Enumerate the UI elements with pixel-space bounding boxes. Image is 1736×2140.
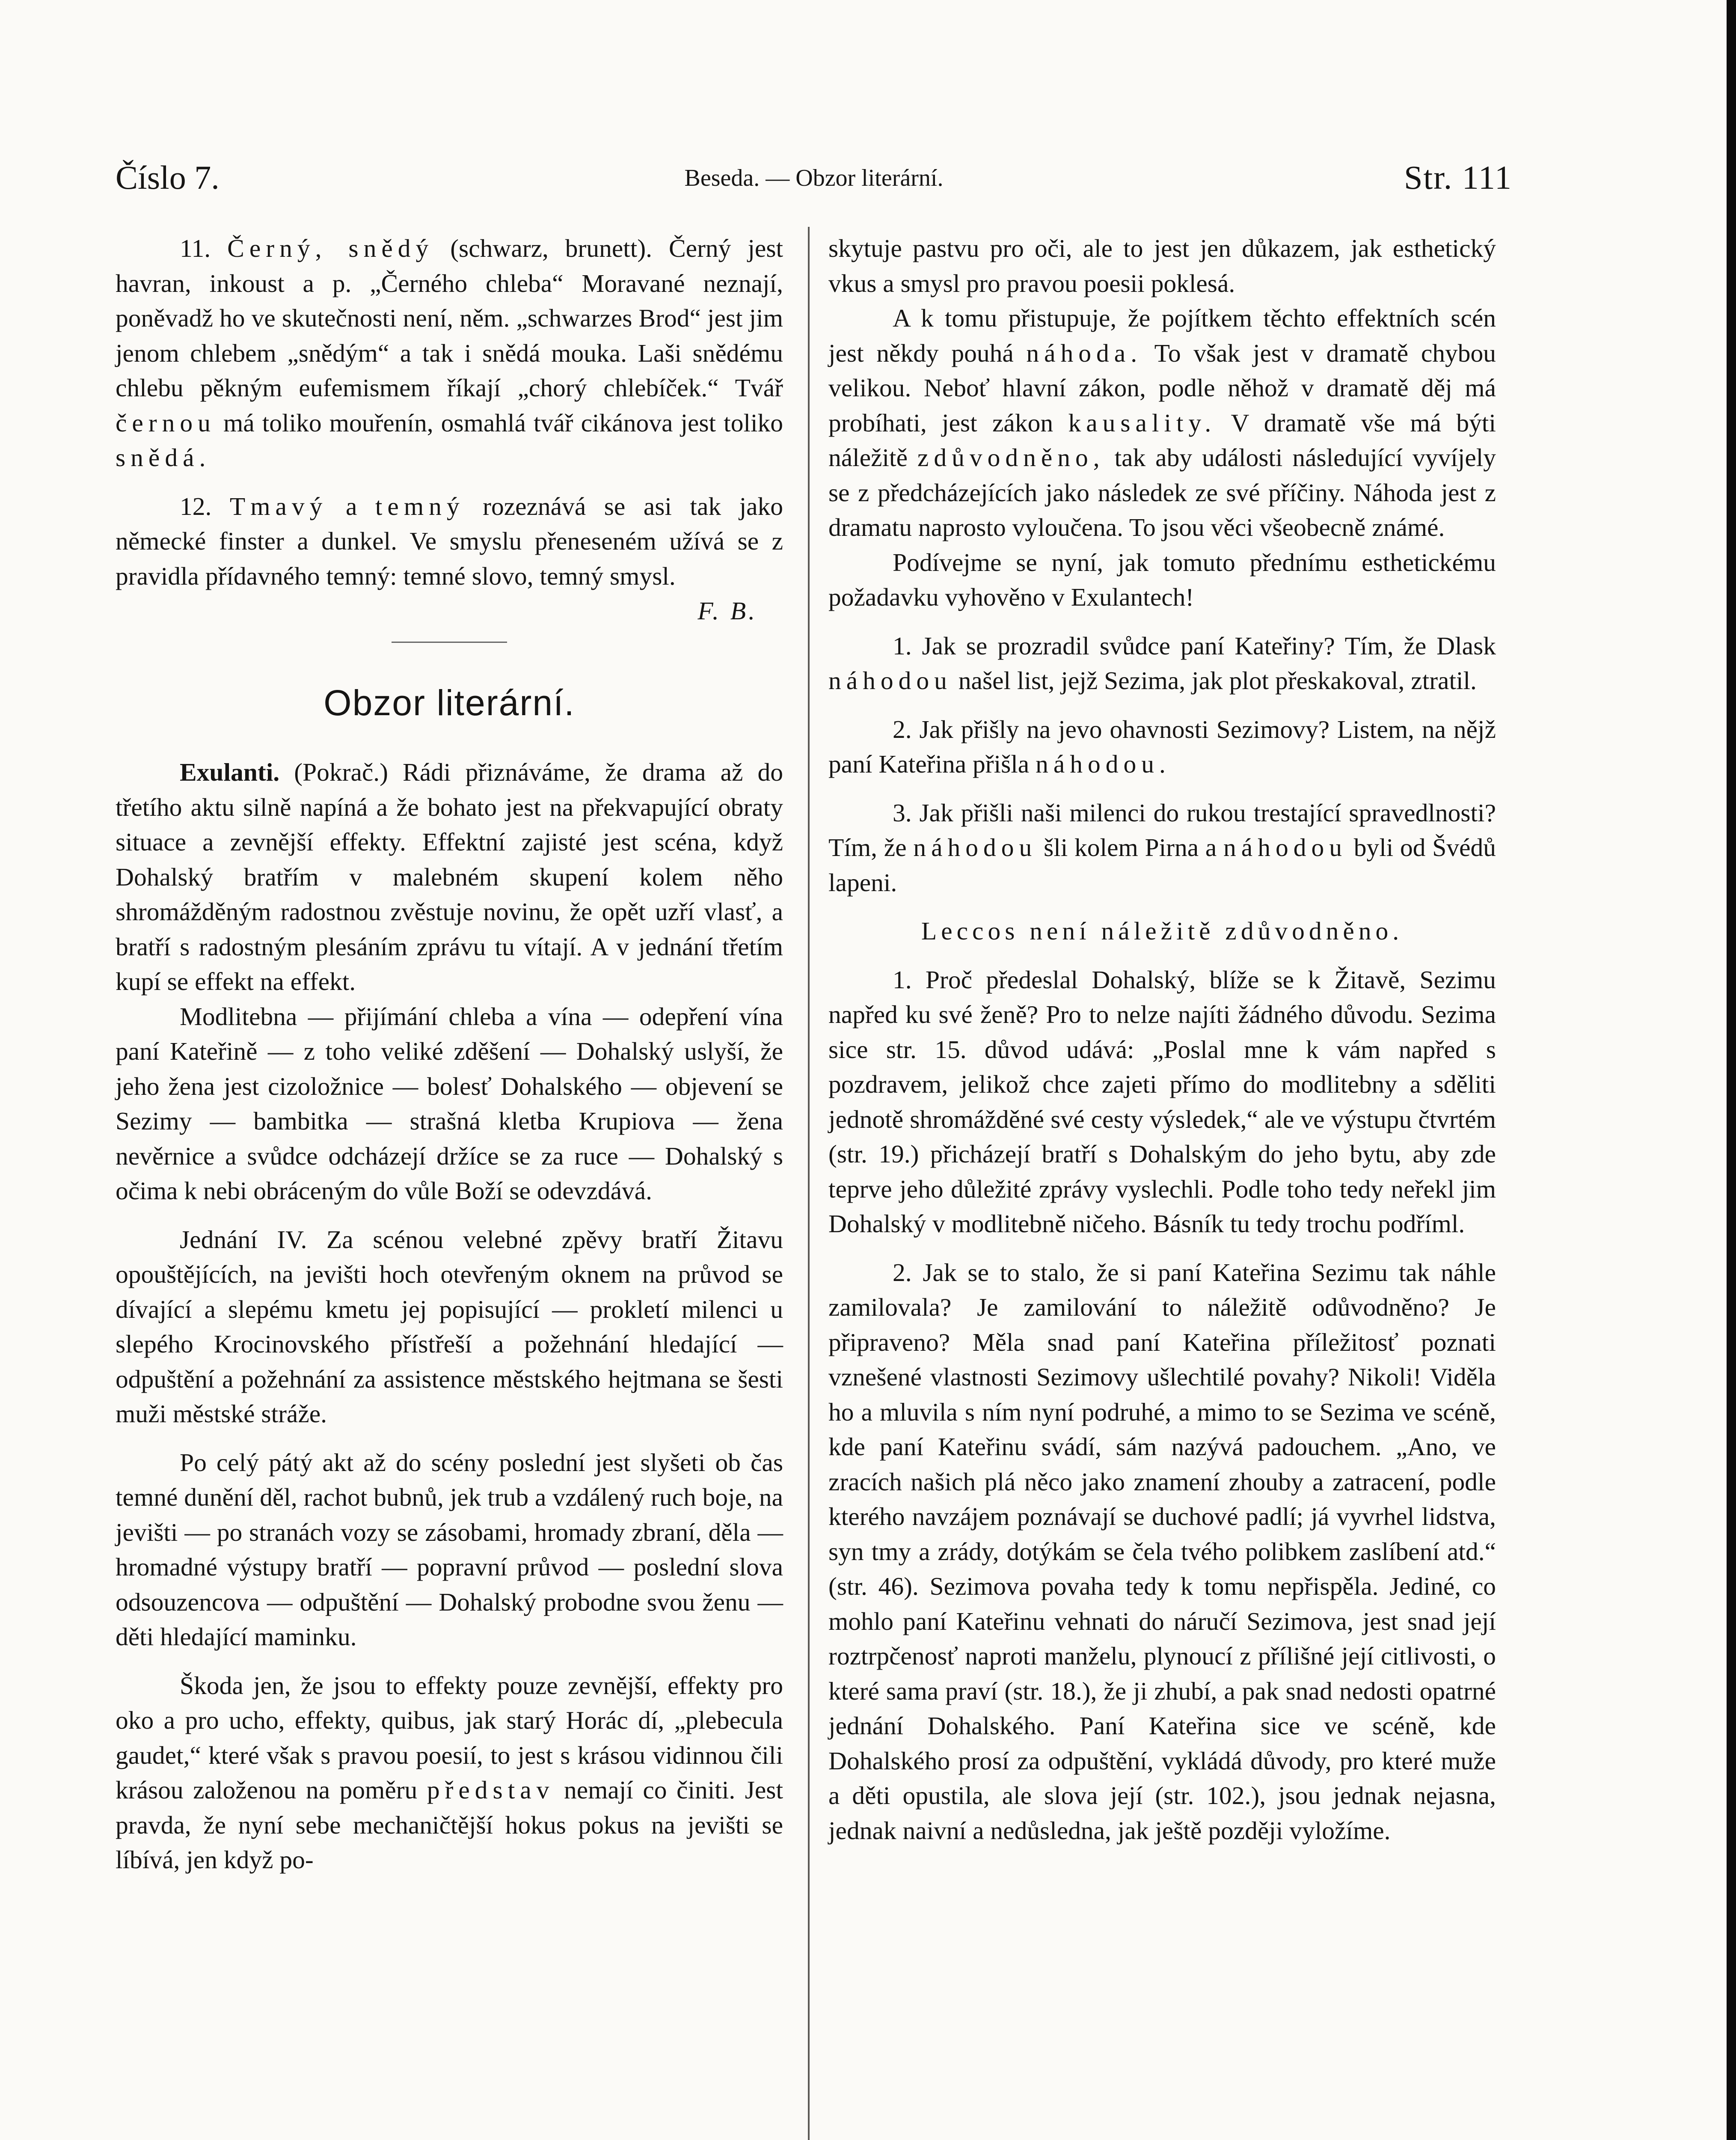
column-divider — [808, 227, 810, 2140]
right-column — [828, 231, 1496, 1848]
paragraph-12 — [116, 489, 783, 625]
paragraph-continuation: skytuje pastvu pro oči, ale to jest jen důkazem, jak esthetický vkus a smysl pro pravou poesii poklesá. — [828, 234, 1496, 297]
term: představ — [427, 1776, 555, 1804]
term: snědá. — [116, 443, 211, 472]
section-divider — [392, 642, 507, 643]
text: našel list, jejž Sezima, jak plot přeskakoval, ztratil. — [958, 666, 1477, 695]
section-title: Obzor literární. — [323, 683, 575, 723]
paragraph-paty: Po celý pátý akt až do scény poslední jest slyšeti ob čas temné dunění děl, rachot bubnů, jek trub a vzdálený ruch boje, na jevišti — po stranách vozy se zásobami, hromady zbraní, děla — hromadné výstupy bratří — popravní průvod — poslední slova odsouzencova — odpuštění — Dohalský probodne svou ženu — děti hledající maminku. — [116, 1448, 783, 1651]
running-title: Beseda. — Obzor literární. — [684, 165, 944, 191]
term: náhodou — [828, 666, 952, 695]
scan-edge — [1727, 0, 1736, 2140]
signature: F. B. — [697, 597, 757, 625]
question-3 — [828, 796, 1496, 901]
text: (schwarz, brunett). Černý jest havran, inkoust a p. „Černého chleba“ Moravané neznají, poněvadž ho ve skutečnosti není, něm. „schwarzes Brod“ jest jim jenom chlebem „snědým“ a tak i snědá mouka. Laši snědému chlebu pěkným eufemismem říkají „chorý chlebíček.“ — [116, 234, 783, 402]
text: V dramatě vše má býti náležitě — [828, 408, 1496, 472]
term: černou — [116, 408, 216, 437]
text: Tvář — [735, 374, 783, 402]
item-number: 12. — [180, 492, 212, 520]
text: 1. Jak se prozradil svůdce paní Kateřiny? Tím, že Dlask — [893, 631, 1496, 660]
text: a — [345, 492, 357, 520]
paragraph-jednani: Jednání IV. Za scénou velebné zpěvy bratří Žitavu opouštějících, na jevišti hoch otevřeným oknem na průvod se dívající a slepému kmetu jej popisující — prokletí milenci u slepého Krocinovského přístřeší a požehnání hledající — odpuštění a požehnání za assistence městského hejtmana se šesti muži městské stráže. — [116, 1225, 783, 1428]
question-1 — [828, 629, 1496, 698]
text: 2. Jak přišly na jevo ohavnosti Sezimovy? Listem, na nějž paní Kateřina přišla — [828, 715, 1496, 778]
text: byli od Švédů lapeni. — [828, 833, 1496, 897]
term: Tmavý — [229, 492, 328, 520]
text: tak aby události následující vyvíjely se z předcházejících jako následek ze své příčiny. Náhoda jest z dramatu naprosto vyloučena. To jsou věci všeobecně známé. — [828, 443, 1496, 541]
paragraph-modlitebna: Modlitebna — přijímání chleba a vína — odepření vína paní Kateřině — z toho veliké zděšení — Dohalský uslyší, že jeho žena jest cizoložnice — bolesť Dohalského — objevení se Sezimy — bambitka — strašná kletba Krupiova — žena nevěrnice a svůdce odcházejí držíce se za ruce — Dohalský s očima k nebi obráceným do vůle Boží se odevzdává. — [116, 1002, 783, 1205]
term: náhodou — [913, 833, 1037, 862]
text: má toliko mouřenín, osmahlá tvář cikánova jest toliko — [223, 408, 783, 437]
item-number: 11. — [180, 234, 211, 262]
term: kausality. — [1068, 408, 1217, 437]
text: A k tomu přistupuje, že pojítkem těchto effektních scén jest někdy pouhá — [828, 304, 1496, 367]
text: šli kolem Pirna a — [1044, 833, 1217, 862]
question-2 — [828, 712, 1496, 782]
page-number: Str. 111 — [1404, 159, 1512, 196]
paragraph-podivejme: Podívejme se nyní, jak tomuto přednímu esthetickému požadavku vyhověno v Exulantech! — [828, 548, 1496, 611]
paragraph-nahoda — [828, 301, 1496, 545]
page-header — [116, 158, 1512, 210]
paragraph-skoda — [116, 1668, 783, 1878]
term: náhoda. — [1026, 339, 1142, 367]
subheading: Leccos není náležitě zdůvodněno. — [921, 917, 1404, 945]
left-column — [116, 231, 783, 1878]
review-title: Exulanti. — [180, 758, 280, 786]
paragraph-11 — [116, 231, 783, 476]
text: Škoda jen, že jsou to effekty pouze zevnější, effekty pro oko a pro ucho, effekty, quibus, jak starý Horác dí, „plebecula gaudet,“ které však s pravou poesií, to jest s krásou vidinnou čili krásou založenou na poměru — [116, 1671, 783, 1804]
text: nemají co činiti. Jest pravda, že nyní sebe mechaničtější hokus pokus na jevišti se líbívá, jen když po- — [116, 1776, 783, 1874]
term: náhodou. — [1036, 750, 1171, 778]
reason-2: 2. Jak se to stalo, že si paní Kateřina Sezimu tak náhle zamilovala? Je zamilování to náležitě odůvodněno? Je připraveno? Měla snad paní Kateřina příležitosť poznati vznešené vlastnosti Sezimovy ušlechtilé povahy? Nikoli! Viděla ho a mluvila s ním nyní podruhé, a mimo to se Sezima ve scéně, kde paní Kateřinu svádí, sám nazývá padouchem. „Ano, ve zracích našich plá něco jako znamení zhouby a zatracení, podle kterého navzájem poznávají se duchové padlí; já vyvrhel lidstva, syn tmy a zrády, dotýkám se čela tvého polibkem zaslíbení atd.“ (str. 46). Sezimova povaha tedy k tomu nepřispěla. Jediné, co mohlo paní Kateřinu vehnati do náručí Sezimova, jest snad její roztrpčenosť naproti manželu, plynoucí z přílišné její citlivosti, o které sama praví (str. 18.), že ji zhubí, a pak snad nedosti opatrné jednání Dohalského. Paní Kateřina sice ve scéně, kde Dohalského prosí za odpuštění, vykládá důvody, pro které muže a děti opustila, ale slova její (str. 102.), jsou jednak nejasna, jednak naivní a nedůsledna, jak ještě později vyložíme. — [828, 1258, 1496, 1845]
term: zdůvodněno, — [917, 443, 1105, 472]
text: rozeznává se asi tak jako německé finster a dunkel. Ve smyslu přeneseném užívá se z pravidla přídavného temný: temné slovo, temný smysl. — [116, 492, 783, 590]
text: (Pokrač.) Rádi přiznáváme, že drama až do třetího aktu silně napíná a že bohato jest na překvapující obraty situace a zevnější effekty. Effektní zajisté jest scéna, když Dohalský bratřím v malebném skupení kolem něho shromážděným radostnou zvěstuje novinu, že opět uzří vlasť, a bratří s radostným plesáním zprávu tu vítají. A v jednání třetím kupí se effekt na effekt. — [116, 758, 783, 996]
text: To však jest v dramatě chybou velikou. Neboť hlavní zákon, podle něhož v dramatě děj má probíhati, jest zákon — [828, 339, 1496, 437]
paragraph-exulanti — [116, 755, 783, 999]
term: Černý, snědý — [227, 234, 434, 262]
text: 3. Jak přišli naši milenci do rukou trestající spravedlnosti? Tím, že — [828, 798, 1496, 862]
issue-number: Číslo 7. — [116, 159, 220, 196]
term: temný — [375, 492, 465, 520]
term: náhodou — [1223, 833, 1347, 862]
reason-1: 1. Proč předeslal Dohalský, blíže se k Žitavě, Sezimu napřed ku své ženě? Pro to nelze najíti žádného důvodu. Sezima sice str. 15. důvod udává: „Poslal mne k vám napřed s pozdravem, jelikož chce zajeti přímo do modlitebny a sděliti jednotě shromážděné své cesty výsledek,“ ale ve výstupu čtvrtém (str. 19.) přicházejí bratří s Dohalským do jeho bytu, aby zde teprve jeho důležité zprávy vyslechli. Podle toho tedy neřekl jim Dohalský v modlitebně ničeho. Básník tu tedy trochu podříml. — [828, 965, 1496, 1238]
